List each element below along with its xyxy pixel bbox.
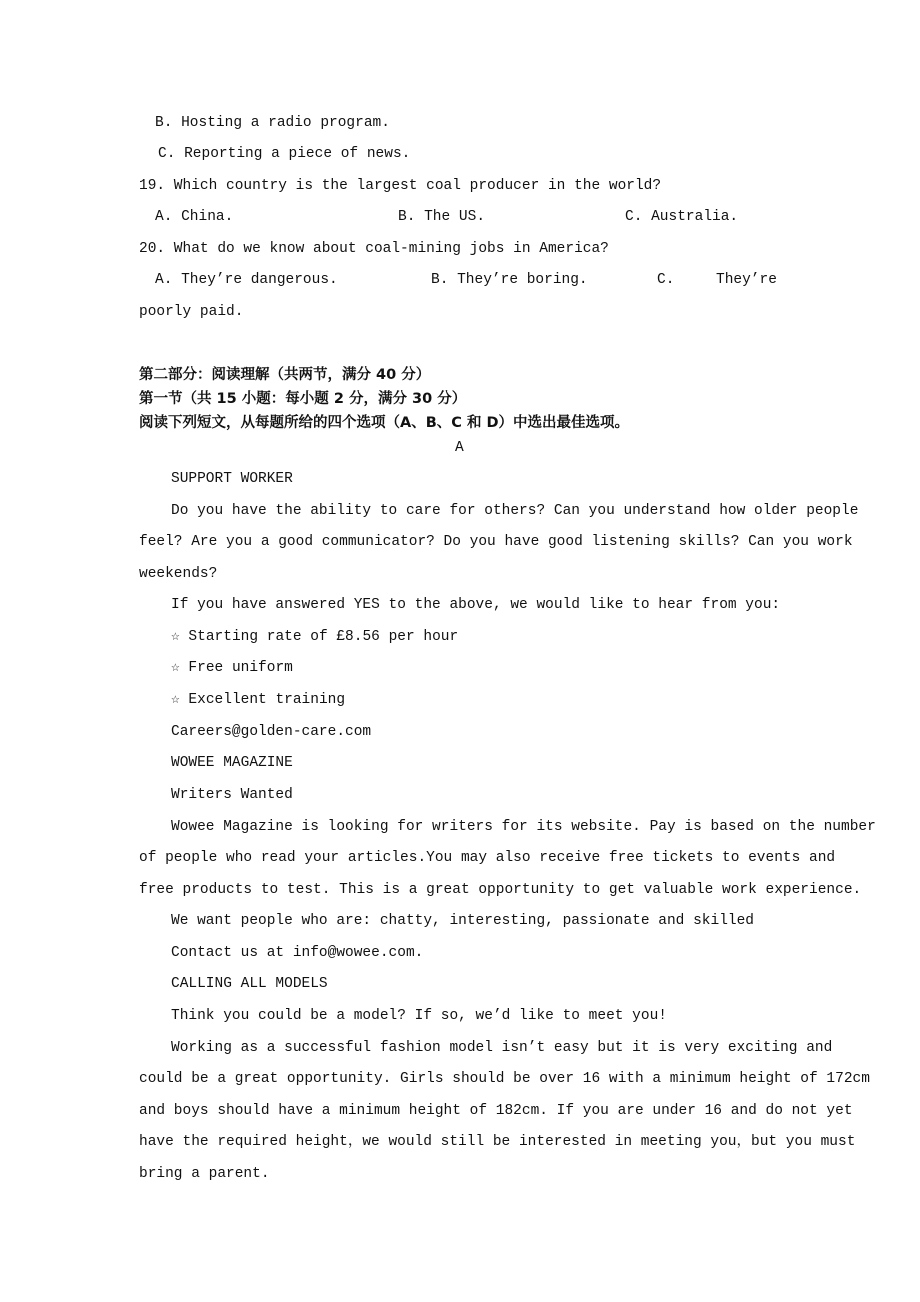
q20-option-c-continued: poorly paid.	[139, 304, 244, 320]
models-line-3: could be a great opportunity. Girls should be over 16 with a minimum height of 172cm	[139, 1071, 870, 1087]
support-worker-line-1: Do you have the ability to care for others? Can you understand how older people	[171, 503, 859, 519]
q19-option-a: A. China.	[155, 209, 234, 225]
section1-heading: 第一节（共 15 小题：每小题 2 分，满分 30 分）	[139, 391, 467, 407]
benefit-training: ☆ Excellent training	[171, 692, 346, 708]
support-worker-title: SUPPORT WORKER	[171, 471, 293, 487]
q20-option-b: B. They’re boring.	[431, 272, 588, 288]
wowee-line-1: Wowee Magazine is looking for writers for its website. Pay is based on the number	[171, 819, 876, 835]
q18-option-b: B. Hosting a radio program.	[155, 115, 390, 131]
q20-option-c-text: They’re	[716, 272, 777, 288]
models-line-2: Working as a successful fashion model isn’t easy but it is very exciting and	[171, 1040, 833, 1056]
models-line-1: Think you could be a model? If so, we’d like to meet you!	[171, 1008, 667, 1024]
wowee-contact: Contact us at info@wowee.com.	[171, 945, 424, 961]
models-line-5: have the required height，we would still be interested in meeting you，but you must	[139, 1134, 856, 1150]
wowee-title: WOWEE MAGAZINE	[171, 755, 293, 771]
q18-option-c: C. Reporting a piece of news.	[158, 146, 411, 162]
q19-option-b: B. The US.	[398, 209, 486, 225]
q20-option-c-label: C.	[657, 272, 675, 288]
passage-letter: A	[455, 440, 464, 456]
benefit-uniform: ☆ Free uniform	[171, 660, 293, 676]
wowee-line-2: of people who read your articles.You may also receive free tickets to events and	[139, 850, 836, 866]
q19-option-c: C. Australia.	[625, 209, 739, 225]
part2-heading: 第二部分：阅读理解（共两节，满分 40 分）	[139, 367, 431, 383]
benefit-pay-rate: ☆ Starting rate of £8.56 per hour	[171, 629, 459, 645]
q20-option-a: A. They’re dangerous.	[155, 272, 338, 288]
wowee-line-4: We want people who are: chatty, interesting, passionate and skilled	[171, 913, 754, 929]
models-title: CALLING ALL MODELS	[171, 976, 328, 992]
support-worker-line-3: weekends?	[139, 566, 218, 582]
wowee-subtitle: Writers Wanted	[171, 787, 293, 803]
q19-stem: 19. Which country is the largest coal producer in the world?	[139, 178, 662, 194]
wowee-line-3: free products to test. This is a great opportunity to get valuable work experience.	[139, 882, 862, 898]
support-worker-line-2: feel? Are you a good communicator? Do you have good listening skills? Can you work	[139, 534, 853, 550]
support-worker-email: Careers@golden-care.com	[171, 724, 372, 740]
models-line-6: bring a parent.	[139, 1166, 270, 1182]
models-line-4: and boys should have a minimum height of 182cm. If you are under 16 and do not yet	[139, 1103, 853, 1119]
reading-instructions: 阅读下列短文，从每题所给的四个选项（A、B、C 和 D）中选出最佳选项。	[139, 415, 630, 431]
support-worker-line-4: If you have answered YES to the above, we would like to hear from you:	[171, 597, 781, 613]
q20-stem: 20. What do we know about coal-mining jobs in America?	[139, 241, 609, 257]
